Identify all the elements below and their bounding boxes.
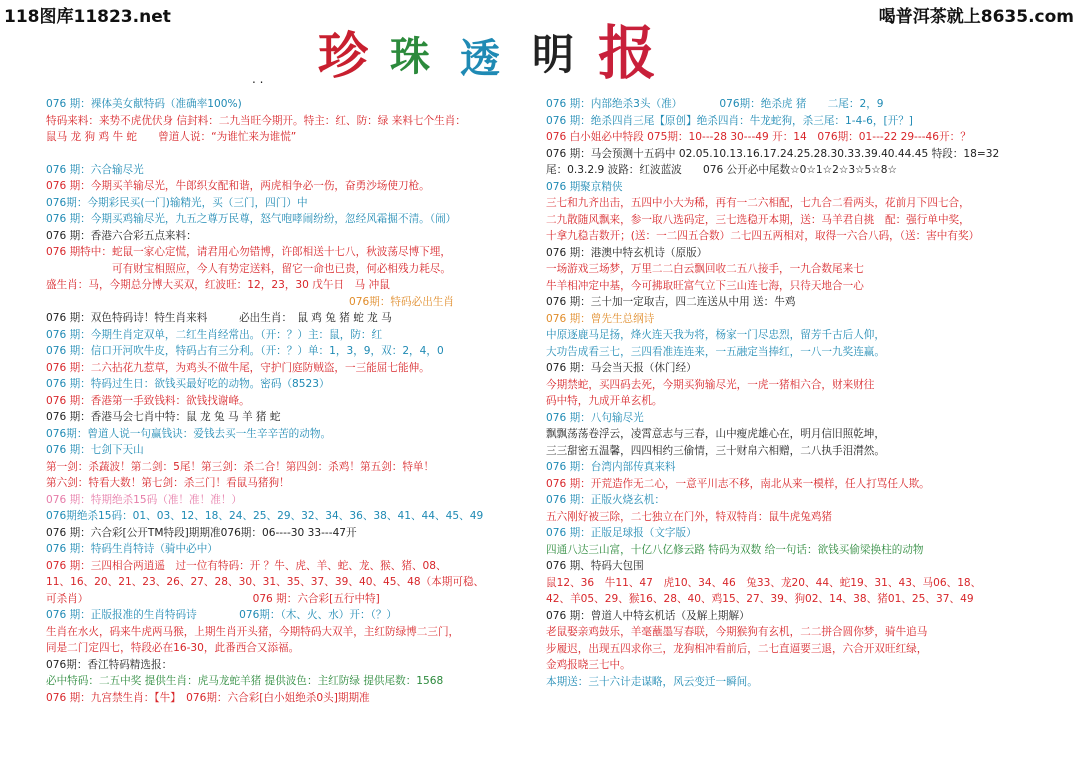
text-line: 第六剑：特看大数！第七剑：杀三门！看鼠马猪狗！ — [46, 477, 290, 489]
title-char-2: 珠 — [390, 33, 430, 80]
text-line: 076 期：马会预测十五码中 02.05.10.13.16.17.24.25.28.30.33.39.40.44.45 特段：18=32 — [546, 147, 1000, 160]
text-line: 076 期特中：蛇鼠一家心定慌，请君用心勿错博，许郎相送十七八，秋波荡尽博下埋， — [46, 246, 451, 258]
text-line: 三七和九齐出击，五四中小大为稀，再有一二六相配，七九合二看两头，花前月下四七合， — [546, 197, 970, 209]
text-line: 076 期：特码过生日：欲钱买最好吃的动物。密码（8523） — [46, 378, 330, 390]
text-line: 十拿九稳吉数开；(送：一二四五合数）二七四五两相对，取得一六合八码，（送：害中有奖） — [546, 230, 980, 242]
text-line: 可有财宝相照应，今人有势定送料，留它一命也已贵，何必相残力耗尽。 — [112, 262, 451, 275]
text-line: 076期：特码必出生肖 — [349, 295, 454, 308]
text-line: 076 期：台湾内部传真来料 — [546, 461, 676, 473]
text-line: 金鸡报晓三七中。 — [546, 659, 631, 671]
text-line: 076 期：正版报准的生肖特码诗 076期：（木、火、水）开：（？） — [46, 609, 398, 621]
text-line: 可杀肖） 076 期：六合彩[五行中特] — [46, 592, 380, 605]
text-line: 码中特，九成开单玄机。 — [546, 395, 663, 407]
text-line: 鼠12、36 牛11、47 虎10、34、46 兔33、龙20、44、蛇19、31、43、马06、18、 — [546, 576, 982, 589]
text-line: 076 期：香港马会七肖中特：鼠 龙 兔 马 羊 猪 蛇 — [46, 411, 281, 423]
text-line: 三三甜密五温馨，四四相约三偷情，三十财帛六相赠，二八执手泪潸然。 — [546, 444, 885, 457]
text-line: 四通八达三山富，十亿八亿修云路 特码为双数 给一句话：欲钱买偷梁换柱的动物 — [546, 543, 924, 556]
text-line: 076 期：马会当天报（休门经） — [546, 362, 697, 374]
text-line: 中原逐鹿马足扬，烽火连天我为将，杨家一门尽忠烈，留芳千古后人仰， — [546, 329, 885, 341]
site-name-right[interactable]: 喝普洱茶就上8635.com — [878, 7, 1074, 27]
text-line: 二九散随风飘来，参一取八选码定，三七选稳开本期，送：马羊君自挑 配：强行单中奖， — [546, 213, 970, 226]
text-line: 076 白小姐必中特段 075期：10---28 30---49 开：14 076期：01---22 29---46开：？ — [546, 131, 971, 143]
text-line: 076 期：香港六合彩五点来料： — [46, 229, 197, 242]
page-title — [300, 19, 720, 88]
title-char-4: 明 — [532, 30, 575, 79]
text-line: 老鼠娶亲鸡鼓乐，羊毫蘸墨写春联，今期猴狗有玄机，二二拼合圆你梦，骑牛追马 — [546, 626, 928, 638]
text-line: 076 期：今期买鸡输尽光，九五之尊万民尊，怒气咆哮闹纷纷，忽经风霜掘不清。（闹） — [46, 213, 457, 225]
text-line: 今期禁蛇，买四码去死，今期买狗输尽光，一虎一猪相六合，财来财往 — [546, 378, 875, 391]
text-line: 076 期：内部绝杀3头（准） 076期：绝杀虎 猪 二尾：2，9 — [546, 98, 884, 110]
text-line: 076 期聚京精侠 — [546, 180, 623, 193]
text-line: 076 期：二六拈花九惹草，为鸡头不做牛尾，守护门庭防贼盗，一三能屈七能伸。 — [46, 361, 430, 374]
text-line: 076 期：今期生肖定双单，二红生肖经常出。（开：？）主：鼠，防：红 — [46, 328, 383, 341]
text-line: 076 期：信口开河吹牛皮，特码占有三分利。（开：？）单：1，3，9，双：2，4，0 — [46, 345, 444, 357]
text-line: 飘飘荡荡卷浮云，凌霄意志与三春，山中瘦虎雄心在，明月信旧照乾坤， — [546, 428, 885, 440]
text-line: 盛生肖：马，今期总分博大买双，红波旺：12，23，30 戊午日 马 冲鼠 — [46, 279, 390, 291]
text-line: 42、羊05、29、猴16、28、40、鸡15、27、39、狗02、14、38、猪01、25、37、49 — [546, 593, 974, 605]
text-line: 同是二门定四七，特段必在16-30，此番西合又添福。 — [46, 642, 300, 654]
text-line: 076 期：特期绝杀15码（准！准！准！） — [46, 493, 242, 506]
text-line: 076期：香江特码精选报： — [46, 658, 173, 671]
text-line: 076 期：港澳中特玄机诗（原版） — [546, 246, 708, 259]
text-line: 076 期：七剑下天山 — [46, 444, 144, 456]
text-line: 尾：0.3.2.9 波路：红波蓝波 076 公开必中尾数☆0☆1☆2☆3☆5☆8☆ — [546, 164, 898, 176]
text-line: 牛羊相冲定中基，今可拂取旺富气立下三山连七海，只待天地合一心 — [546, 279, 864, 292]
text-line: 076 期：绝杀四肖三尾【原创】绝杀四肖：牛龙蛇狗，杀三尾：1-4-6，[开？] — [546, 114, 913, 127]
spacer — [46, 146, 514, 162]
text-line: 076 期：曾先生总纲诗 — [546, 312, 655, 325]
text-line: 076 期：双色特码诗！特生肖来料 必出生肖： 鼠 鸡 兔 猪 蛇 龙 马 — [46, 312, 392, 324]
right-column — [546, 96, 1040, 690]
title-char-3: 透 — [460, 35, 500, 82]
text-line: 一场游戏三场梦，万里二二白云飘回收二五八接手，一九合数尾来七 — [546, 263, 864, 275]
text-line: 五六刚好被三除，二七独立在门外，特双特肖：鼠牛虎兔鸡猪 — [546, 510, 833, 523]
left-column — [46, 96, 514, 706]
text-line: 076 期：裸体美女献特码（准确率100%) — [46, 98, 242, 110]
text-line: 生肖在水火，码来牛虎两马猴，上期生肖开头猪，今期特码大双羊，主红防绿博二三门， — [46, 625, 460, 638]
text-line: 076 期：今期买羊输尽光，牛郎织女配和谐，两虎相争必一伤，奋勇沙场使刀枪。 — [46, 180, 430, 192]
text-line: 076期绝杀15码：01、03、12、18、24、25、29、32、34、36、38、41、44、45、49 — [46, 510, 484, 522]
decorative-dots: . . — [252, 72, 264, 86]
text-line: 特码来料：来势不虎优伏身 信封料：二九当旺今期开。特主：红、防：绿 来料七个生肖： — [46, 114, 466, 127]
text-line: 必中特码：二五中奖 提供生肖：虎马龙蛇羊猪 提供波色：主红防绿 提供尾数：1568 — [46, 675, 444, 687]
text-line: 076 期：六合输尽光 — [46, 163, 144, 176]
text-line: 076 期：特码生肖特诗（骑中必中） — [46, 543, 218, 555]
title-char-5: 报 — [598, 19, 657, 87]
text-line: 步履迟，出现五四求你三，龙狗相冲看前后，二七直逼要三退，六合开双旺红绿， — [546, 642, 928, 655]
text-line: 大功告成看三七，三四看准连连来，一五融定当捧红，一八一九奖连赢。 — [546, 345, 885, 358]
text-line: 鼠马 龙 狗 鸡 牛 蛇 曾道人说：“为谁忙来为谁慌” — [46, 131, 297, 143]
text-line: 076 期：曾道人中特玄机话（及解上期解） — [546, 609, 750, 622]
text-line: 076 期：香港第一手致钱料：欲钱找谢峰。 — [46, 394, 250, 407]
title-char-1: 珍 — [318, 26, 368, 85]
text-line: 第一剑：杀蔬波！第二剑：5尾！第三剑：杀二合！第四剑：杀鸡！第五剑：特单！ — [46, 460, 435, 473]
text-line: 076 期：正版足球报（文字版） — [546, 527, 697, 539]
text-line: 076 期：正版火烧玄机： — [546, 494, 665, 506]
text-line: 076 期：三四相合两逍遥 过一位有特码：开 ？牛、虎、羊、蛇、龙、猴、猪、08、 — [46, 559, 447, 572]
text-line: 076期：曾道人说一句赢钱诀：爱钱去买一生辛辛苦的动物。 — [46, 427, 332, 440]
text-line: 076期：今期彩民买(一门)输精光，买（三门，四门）中 — [46, 196, 308, 209]
text-line: 076 期：九宫禁生肖：【牛】 076期：六合彩[白小姐绝杀0头]期期准 — [46, 691, 370, 704]
text-line: 076 期：开荒造作无二心，一意平川志不移，南北从来一模样，任人打骂任人欺。 — [546, 477, 930, 490]
text-line: 076 期：六合彩[公开TM特段]期期准076期：06----30 33---47开 — [46, 526, 357, 539]
text-line: 076 期：八句输尽光 — [546, 411, 644, 424]
text-line: 076 期、特码大包围 — [546, 560, 644, 572]
text-line: 076 期：三十加一定取吉，四二连送从中用 送：牛鸡 — [546, 296, 796, 308]
site-name-left[interactable]: 118图库11823.net — [4, 7, 171, 27]
text-line: 本期送：三十六计走谋略，风云变迁一瞬间。 — [546, 675, 758, 688]
text-line: 11、16、20、21、23、26、27、28、30、31、35、37、39、40、45、48（本期可稳、 — [46, 576, 485, 588]
